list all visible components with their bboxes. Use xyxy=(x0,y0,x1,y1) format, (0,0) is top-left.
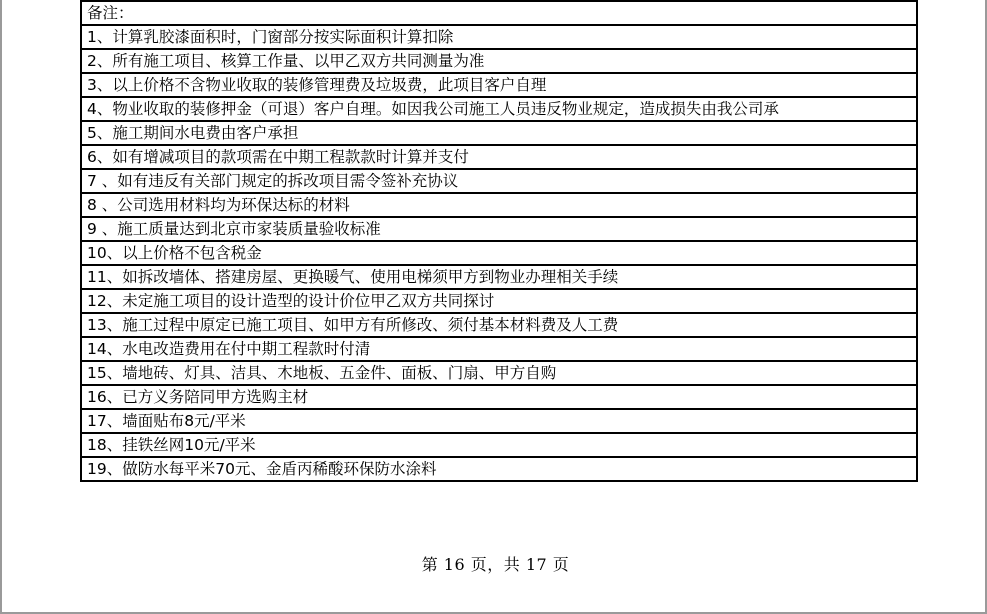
note-text: 12、未定施工项目的设计造型的设计价位甲乙双方共同探讨 xyxy=(81,289,917,313)
note-row xyxy=(81,313,917,337)
note-row xyxy=(81,193,917,217)
note-text: 19、做防水每平米70元、金盾丙稀酸环保防水涂料 xyxy=(81,457,917,481)
note-row xyxy=(81,73,917,97)
note-text: 10、以上价格不包含税金 xyxy=(81,241,917,265)
note-text: 18、挂铁丝网10元/平米 xyxy=(81,433,917,457)
note-row xyxy=(81,49,917,73)
note-text: 14、水电改造费用在付中期工程款时付清 xyxy=(81,337,917,361)
note-text: 13、施工过程中原定已施工项目、如甲方有所修改、须付基本材料费及人工费 xyxy=(81,313,917,337)
note-row xyxy=(81,433,917,457)
note-text: 15、墙地砖、灯具、洁具、木地板、五金件、面板、门扇、甲方自购 xyxy=(81,361,917,385)
note-text: 4、物业收取的装修押金（可退）客户自理。如因我公司施工人员违反物业规定，造成损失由我公司承 xyxy=(81,97,917,121)
note-row xyxy=(81,121,917,145)
note-text: 3、以上价格不含物业收取的装修管理费及垃圾费，此项目客户自理 xyxy=(81,73,917,97)
note-text: 6、如有增减项目的款项需在中期工程款款时计算并支付 xyxy=(81,145,917,169)
note-row xyxy=(81,361,917,385)
note-text: 16、已方义务陪同甲方选购主材 xyxy=(81,385,917,409)
note-row xyxy=(81,145,917,169)
note-row xyxy=(81,409,917,433)
note-row xyxy=(81,337,917,361)
note-row xyxy=(81,241,917,265)
note-text: 8 、公司选用材料均为环保达标的材料 xyxy=(81,193,917,217)
note-text: 7 、如有违反有关部门规定的拆改项目需令签补充协议 xyxy=(81,169,917,193)
note-row xyxy=(81,97,917,121)
note-text: 11、如拆改墙体、搭建房屋、更换暖气、使用电梯须甲方到物业办理相关手续 xyxy=(81,265,917,289)
note-row xyxy=(81,25,917,49)
note-text: 9 、施工质量达到北京市家装质量验收标准 xyxy=(81,217,917,241)
note-row xyxy=(81,169,917,193)
note-row xyxy=(81,217,917,241)
note-row xyxy=(81,289,917,313)
note-row xyxy=(81,265,917,289)
page-number-footer: 第 16 页，共 17 页 xyxy=(421,555,570,574)
note-text: 5、施工期间水电费由客户承担 xyxy=(81,121,917,145)
notes-table xyxy=(80,0,918,482)
note-text: 17、墙面贴布8元/平米 xyxy=(81,409,917,433)
note-row xyxy=(81,457,917,481)
note-text: 2、所有施工项目、核算工作量、以甲乙双方共同测量为准 xyxy=(81,49,917,73)
note-row xyxy=(81,385,917,409)
notes-header-row xyxy=(81,1,917,25)
note-text: 1、计算乳胶漆面积时，门窗部分按实际面积计算扣除 xyxy=(81,25,917,49)
notes-header: 备注： xyxy=(81,1,917,25)
